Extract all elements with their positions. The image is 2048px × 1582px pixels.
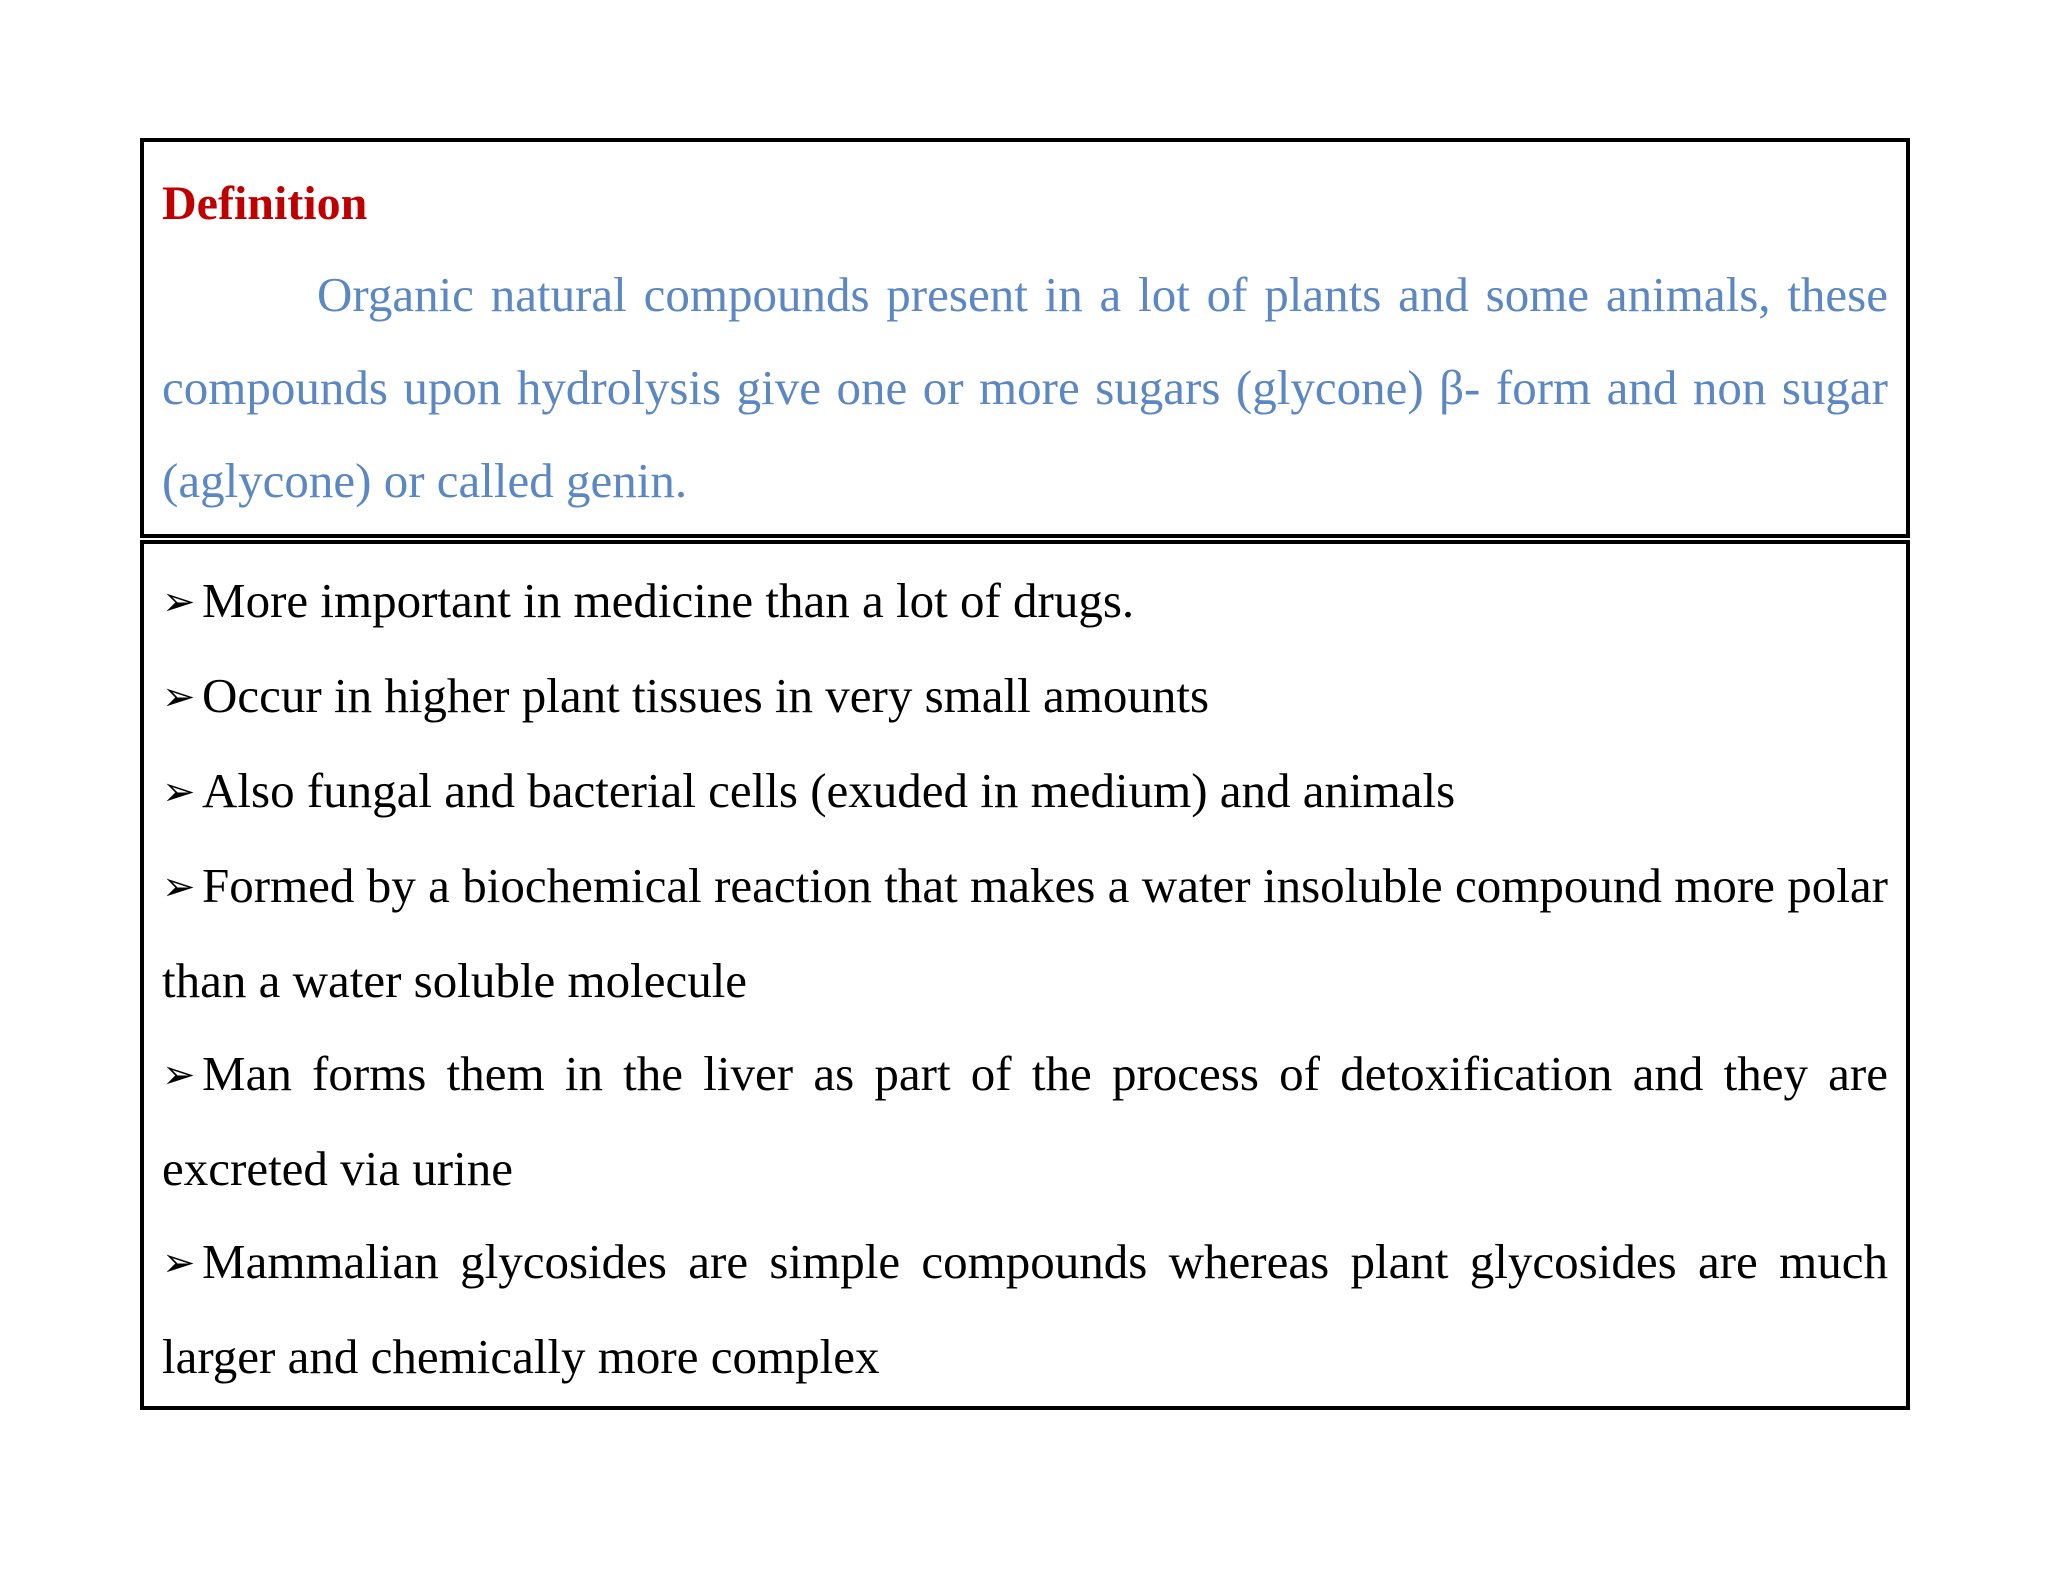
arrowhead-bullet-icon: ➢ (162, 864, 196, 910)
bullet-text: Formed by a biochemical reaction that makes a water insoluble compound more polar than a water soluble molecule (162, 858, 1888, 1008)
bullet-item (162, 744, 1888, 839)
bullet-item (162, 649, 1888, 744)
arrowhead-bullet-icon: ➢ (162, 769, 196, 815)
bullet-item (162, 1215, 1888, 1403)
bullet-text: Occur in higher plant tissues in very small amounts (202, 668, 1210, 723)
arrowhead-bullet-icon: ➢ (162, 1240, 196, 1286)
bullet-item (162, 839, 1888, 1027)
bullet-list-box (140, 540, 1910, 1410)
arrowhead-bullet-icon: ➢ (162, 579, 196, 625)
bullet-text: Man forms them in the liver as part of the process of detoxification and they are excreted via urine (162, 1046, 1888, 1196)
definition-heading: Definition (162, 177, 368, 230)
arrowhead-bullet-icon: ➢ (162, 1052, 196, 1098)
bullet-item (162, 1027, 1888, 1215)
bullet-item (162, 554, 1888, 649)
bullet-text: Mammalian glycosides are simple compounds whereas plant glycosides are much larger and chemically more complex (162, 1234, 1888, 1384)
definition-text: Organic natural compounds present in a lot of plants and some animals, these compounds upon hydrolysis give one or more sugars (glycone) β- form and non sugar (aglycone) or called genin. (162, 267, 1888, 508)
bullet-text: Also fungal and bacterial cells (exuded in medium) and animals (202, 763, 1456, 818)
definition-box (140, 138, 1910, 538)
arrowhead-bullet-icon: ➢ (162, 674, 196, 720)
bullet-text: More important in medicine than a lot of drugs. (202, 573, 1135, 628)
